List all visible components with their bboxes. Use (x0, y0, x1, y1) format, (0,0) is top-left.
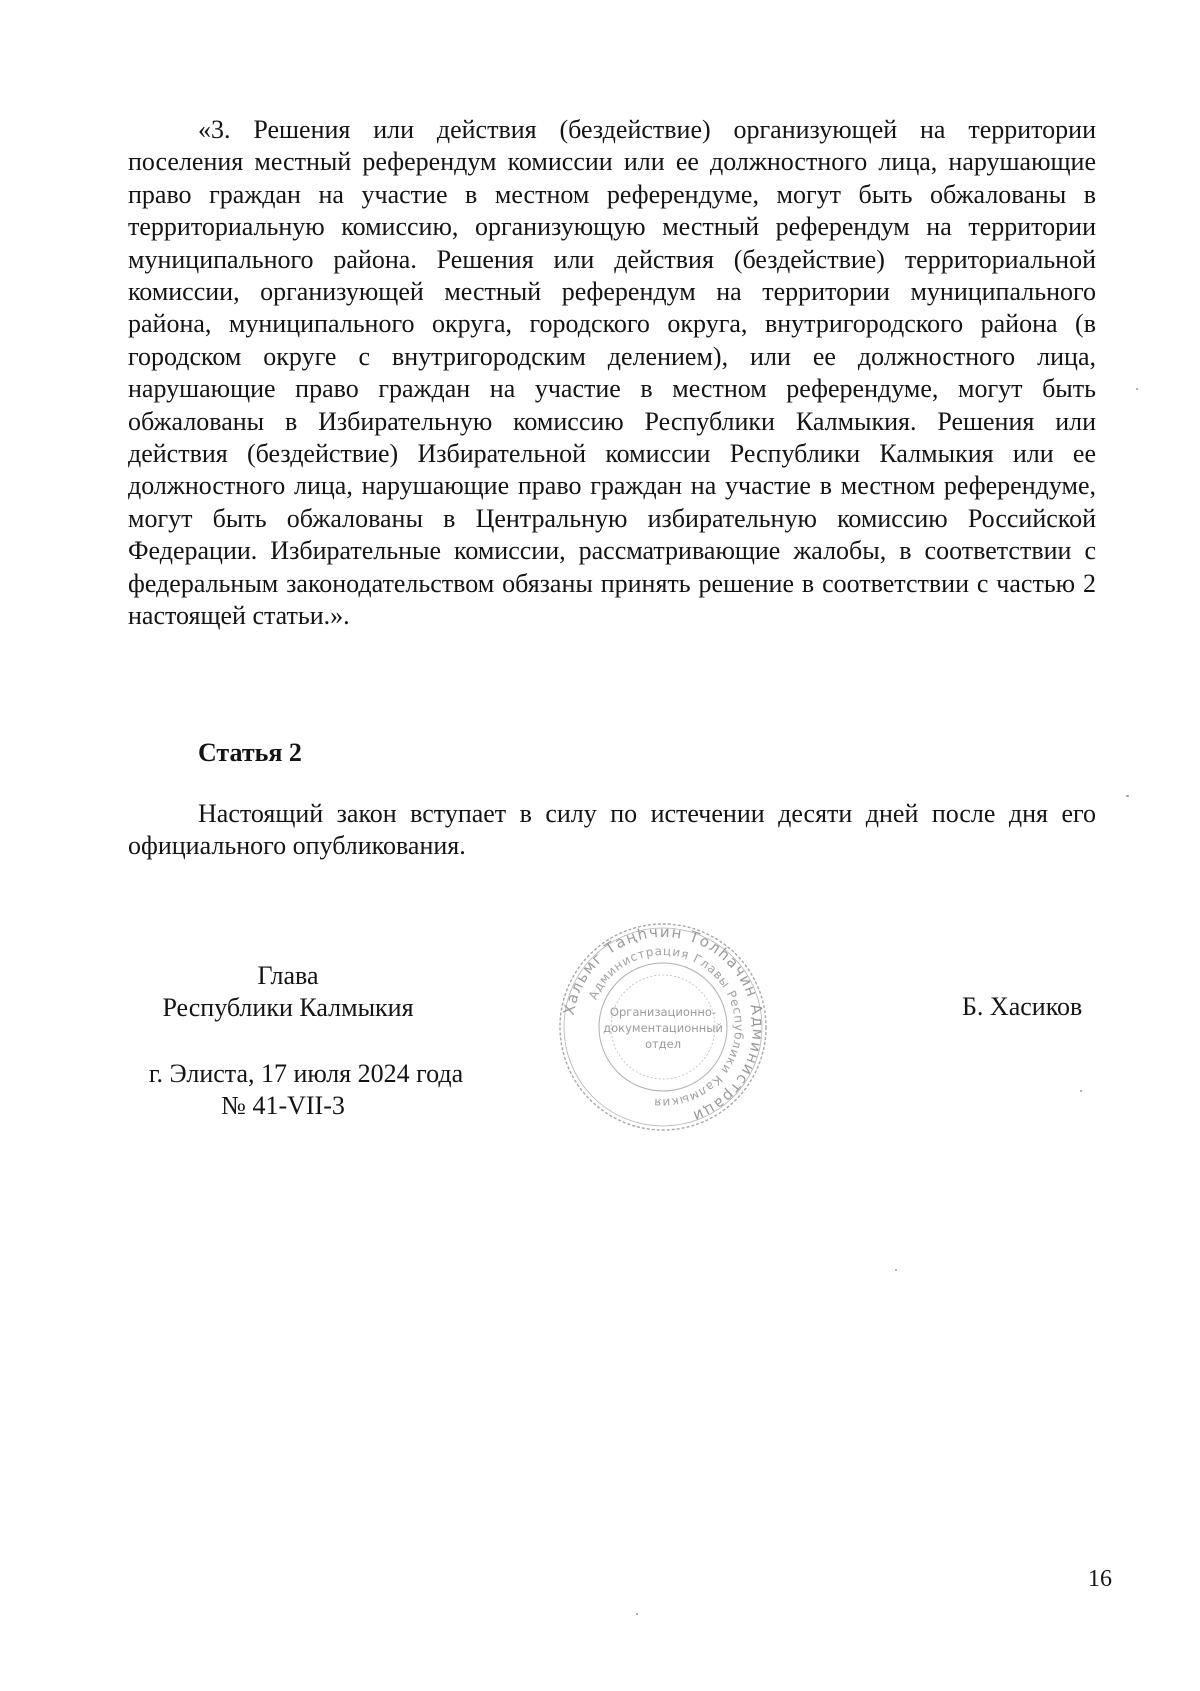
paragraph-3: «3. Решения или действия (бездействие) организующей на территории поселения местный референдум комиссии или ее должностного лица, нарушающие право граждан на участие в местном референдуме, могут быть обжалованы в территориальную комиссию, организующую местный референдум на территории муниципального района. Решения или действия (бездействие) территориальной комиссии, организующей местный референдум на территории муниципального района, муниципального округа, городского округа, внутригородского района (в городском округе с внутригородским делением), или ее должностного лица, нарушающие право граждан на участие в местном референдуме, могут быть обжалованы в Избирательную комиссию Республики Калмыкия. Решения или действия (бездействие) Избирательной комиссии Республики Калмыкия или ее должностного лица, нарушающие право граждан на участие в местном референдуме, могут быть обжалованы в Центральную избирательную комиссию Российской Федерации. Избирательные комиссии, рассматривающие жалобы, в соответствии с федеральным законодательством обязаны принять решение в соответствии с частью 2 настоящей статьи.». (128, 115, 1096, 631)
official-seal (556, 918, 770, 1136)
seal-center-line1: Организационно- (609, 1005, 717, 1019)
page-number: 16 (1088, 1566, 1112, 1592)
signatory-title (128, 960, 448, 1024)
seal-center-line3: отдел (644, 1037, 682, 1051)
place-and-date: г. Элиста, 17 июля 2024 года (148, 1059, 464, 1088)
signatory-title-line2: Республики Калмыкия (162, 993, 414, 1022)
scan-speck (1136, 388, 1138, 390)
scan-speck (1126, 795, 1129, 797)
article-2-title: Статья 2 (198, 738, 302, 767)
signatory-title-line1: Глава (257, 961, 319, 990)
scan-speck (636, 1613, 638, 1615)
scan-speck (895, 1269, 897, 1271)
issuance-details (128, 1058, 484, 1122)
law-number: № 41-VII-3 (221, 1091, 345, 1120)
seal-center-line2: документационный (603, 1021, 723, 1035)
signatory-name: Б. Хасиков (962, 992, 1083, 1021)
scan-speck (1080, 1090, 1082, 1092)
article-2-text: Настоящий закон вступает в силу по истечении десяти дней после дня его официального опубликования. (128, 799, 1096, 861)
seal-outer-text: Хальмг Таңһчин Толһачин Администраци (559, 922, 768, 1126)
seal-inner-text: Администрация Главы Республики Калмыкия (585, 943, 747, 1111)
